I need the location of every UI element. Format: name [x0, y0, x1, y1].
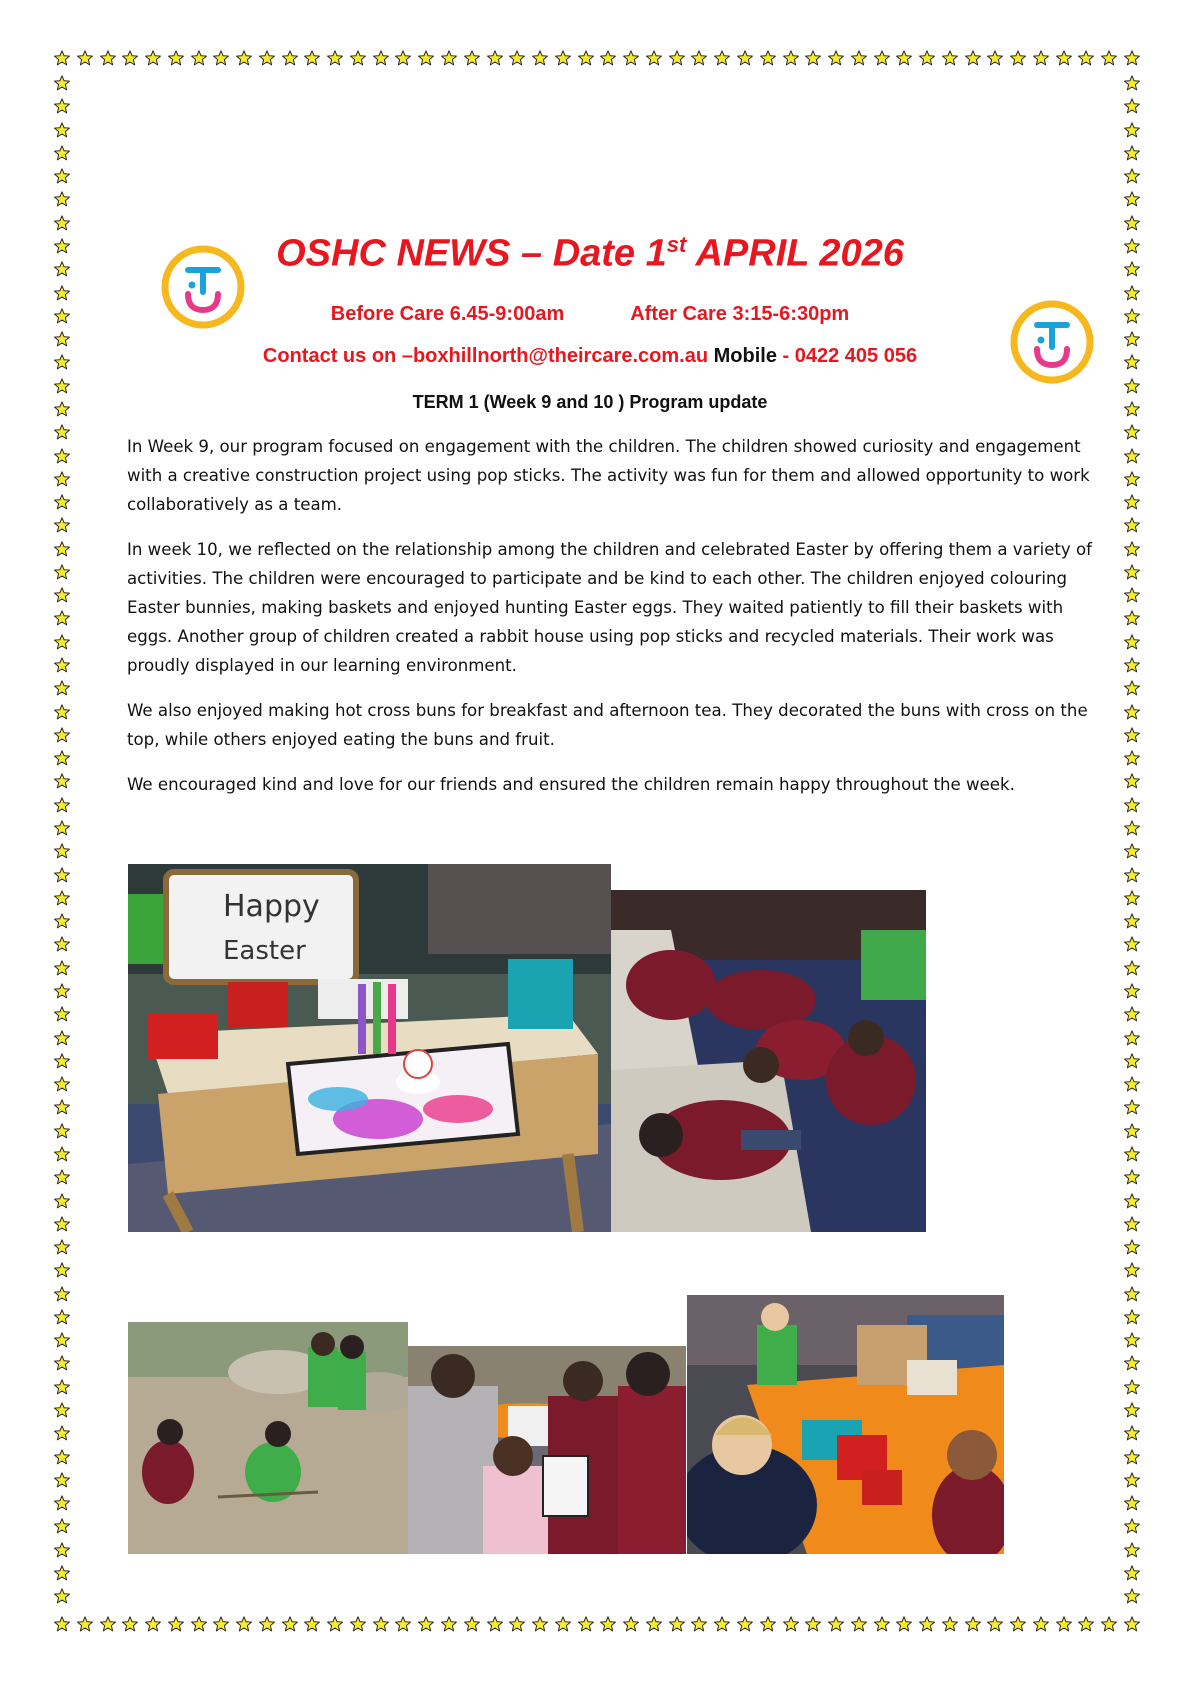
star-icon — [1124, 1099, 1140, 1115]
star-icon — [54, 424, 70, 440]
star-icon — [828, 50, 844, 66]
after-care-hours: After Care 3:15-6:30pm — [630, 303, 850, 325]
star-icon — [532, 1616, 548, 1632]
star-icon — [373, 50, 389, 66]
star-icon — [646, 50, 662, 66]
star-icon — [691, 1616, 707, 1632]
star-icon — [54, 448, 70, 464]
star-icon — [54, 1332, 70, 1348]
star-icon — [1124, 820, 1140, 836]
star-icon — [1124, 122, 1140, 138]
star-icon — [418, 50, 434, 66]
star-icon — [965, 50, 981, 66]
sign-happy: Happy — [223, 889, 320, 924]
star-icon — [304, 1616, 320, 1632]
theircare-logo-right — [1007, 297, 1097, 387]
star-icon — [464, 50, 480, 66]
star-icon — [54, 1146, 70, 1162]
paragraph-kindness: We encouraged kind and love for our friends and ensured the children remain happy throughout the week. — [127, 775, 1015, 794]
star-icon — [168, 1616, 184, 1632]
star-icon — [54, 1588, 70, 1604]
photo-easter-display-table — [128, 864, 611, 1232]
star-icon — [1010, 50, 1026, 66]
star-icon — [669, 1616, 685, 1632]
star-icon — [1078, 1616, 1094, 1632]
star-icon — [122, 1616, 138, 1632]
star-icon — [77, 1616, 93, 1632]
star-icon — [851, 1616, 867, 1632]
star-icon — [54, 1076, 70, 1092]
star-icon — [532, 50, 548, 66]
star-icon — [54, 680, 70, 696]
star-icon — [54, 75, 70, 91]
star-icon — [54, 773, 70, 789]
star-icon — [1124, 494, 1140, 510]
star-icon — [350, 1616, 366, 1632]
star-icon — [54, 1565, 70, 1581]
star-icon — [54, 1542, 70, 1558]
star-icon — [77, 50, 93, 66]
star-icon — [54, 122, 70, 138]
care-hours — [200, 303, 980, 326]
photo-children-sandpit — [128, 1322, 408, 1554]
star-icon — [760, 1616, 776, 1632]
star-icon — [737, 1616, 753, 1632]
star-icon — [54, 913, 70, 929]
star-icon — [1124, 1239, 1140, 1255]
sign-easter: Easter — [223, 936, 306, 966]
star-icon — [54, 494, 70, 510]
star-icon — [896, 50, 912, 66]
star-icon — [1124, 471, 1140, 487]
star-icon — [441, 50, 457, 66]
star-icon — [1056, 1616, 1072, 1632]
star-icon — [54, 238, 70, 254]
star-icon — [1124, 657, 1140, 673]
star-icon — [54, 98, 70, 114]
star-icon — [191, 1616, 207, 1632]
star-icon — [1124, 168, 1140, 184]
star-icon — [54, 1216, 70, 1232]
star-icon — [805, 1616, 821, 1632]
star-icon — [54, 1006, 70, 1022]
star-icon — [395, 1616, 411, 1632]
star-icon — [1124, 1169, 1140, 1185]
star-icon — [1101, 1616, 1117, 1632]
star-icon — [54, 354, 70, 370]
star-icon — [54, 1518, 70, 1534]
star-icon — [54, 168, 70, 184]
contact-prefix: Contact us on – — [262, 345, 413, 367]
star-icon — [54, 1616, 70, 1632]
star-icon — [1124, 145, 1140, 161]
star-icon — [54, 727, 70, 743]
star-icon — [600, 1616, 616, 1632]
star-icon — [623, 50, 639, 66]
star-icon — [1124, 1402, 1140, 1418]
star-icon — [54, 1053, 70, 1069]
star-icon — [1124, 401, 1140, 417]
star-icon — [1124, 75, 1140, 91]
star-icon — [54, 308, 70, 324]
star-icon — [54, 1472, 70, 1488]
star-icon — [54, 1193, 70, 1209]
star-icon — [1124, 1076, 1140, 1092]
star-border-left — [54, 75, 70, 1605]
star-icon — [350, 50, 366, 66]
star-icon — [805, 50, 821, 66]
star-icon — [600, 50, 616, 66]
star-icon — [464, 1616, 480, 1632]
star-icon — [555, 50, 571, 66]
star-icon — [54, 261, 70, 277]
star-icon — [54, 215, 70, 231]
star-icon — [54, 1262, 70, 1278]
star-icon — [1124, 936, 1140, 952]
star-icon — [828, 1616, 844, 1632]
star-icon — [1124, 1379, 1140, 1395]
star-icon — [1124, 680, 1140, 696]
star-icon — [1124, 750, 1140, 766]
title-date: APRIL 2026 — [686, 232, 904, 275]
star-icon — [54, 191, 70, 207]
star-icon — [1033, 1616, 1049, 1632]
photo-children-table-craft — [687, 1295, 1004, 1554]
star-icon — [54, 1449, 70, 1465]
star-icon — [1124, 50, 1140, 66]
star-icon — [1124, 1355, 1140, 1371]
mobile-label: Mobile — [713, 345, 777, 367]
star-icon — [1124, 610, 1140, 626]
star-icon — [1124, 634, 1140, 650]
star-icon — [1124, 890, 1140, 906]
star-icon — [669, 50, 685, 66]
star-icon — [1124, 960, 1140, 976]
star-icon — [623, 1616, 639, 1632]
star-icon — [54, 890, 70, 906]
star-icon — [54, 1169, 70, 1185]
star-icon — [54, 983, 70, 999]
star-icon — [646, 1616, 662, 1632]
star-icon — [737, 50, 753, 66]
star-icon — [236, 50, 252, 66]
star-icon — [1124, 1286, 1140, 1302]
star-icon — [942, 50, 958, 66]
star-icon — [760, 50, 776, 66]
star-icon — [1124, 867, 1140, 883]
star-icon — [1124, 261, 1140, 277]
star-icon — [54, 750, 70, 766]
star-border-right — [1124, 75, 1140, 1605]
star-icon — [1124, 1030, 1140, 1046]
star-icon — [54, 610, 70, 626]
star-icon — [1124, 1616, 1140, 1632]
star-icon — [54, 1030, 70, 1046]
star-icon — [259, 1616, 275, 1632]
star-icon — [1124, 1216, 1140, 1232]
star-icon — [282, 1616, 298, 1632]
photo-children-craft-group — [408, 1346, 686, 1554]
mobile-separator: - — [776, 345, 795, 367]
star-border-bottom — [54, 1616, 1140, 1632]
star-icon — [487, 1616, 503, 1632]
star-icon — [919, 1616, 935, 1632]
star-icon — [1124, 1425, 1140, 1441]
before-care-hours: Before Care 6.45-9:00am — [330, 303, 565, 325]
star-icon — [1124, 1518, 1140, 1534]
star-icon — [1124, 378, 1140, 394]
star-icon — [54, 960, 70, 976]
star-icon — [1124, 1309, 1140, 1325]
star-icon — [54, 541, 70, 557]
star-icon — [100, 1616, 116, 1632]
title-superscript: st — [666, 232, 687, 257]
star-icon — [259, 50, 275, 66]
star-icon — [54, 657, 70, 673]
star-icon — [1124, 1472, 1140, 1488]
star-icon — [1124, 1193, 1140, 1209]
star-icon — [1124, 983, 1140, 999]
star-icon — [509, 1616, 525, 1632]
star-icon — [1078, 50, 1094, 66]
contact-email[interactable]: boxhillnorth@theircare.com.au — [412, 345, 709, 367]
star-icon — [54, 1355, 70, 1371]
star-icon — [54, 936, 70, 952]
star-icon — [1124, 541, 1140, 557]
star-icon — [1033, 50, 1049, 66]
star-icon — [1124, 215, 1140, 231]
star-icon — [1124, 1495, 1140, 1511]
star-icon — [1124, 843, 1140, 859]
star-icon — [1124, 773, 1140, 789]
star-icon — [487, 50, 503, 66]
star-icon — [213, 50, 229, 66]
star-icon — [327, 50, 343, 66]
star-border-top — [54, 50, 1140, 66]
star-icon — [1124, 704, 1140, 720]
star-icon — [54, 1123, 70, 1139]
star-icon — [54, 564, 70, 580]
star-icon — [1124, 1332, 1140, 1348]
star-icon — [1124, 797, 1140, 813]
star-icon — [874, 50, 890, 66]
star-icon — [1124, 1146, 1140, 1162]
star-icon — [942, 1616, 958, 1632]
star-icon — [213, 1616, 229, 1632]
photo-children-on-floor — [611, 890, 926, 1232]
star-icon — [1124, 1542, 1140, 1558]
star-icon — [441, 1616, 457, 1632]
star-icon — [987, 50, 1003, 66]
star-icon — [555, 1616, 571, 1632]
star-icon — [168, 50, 184, 66]
star-icon — [54, 820, 70, 836]
star-icon — [1124, 587, 1140, 603]
star-icon — [54, 704, 70, 720]
star-icon — [1124, 1006, 1140, 1022]
star-icon — [851, 50, 867, 66]
star-icon — [714, 50, 730, 66]
star-icon — [54, 1239, 70, 1255]
star-icon — [1124, 191, 1140, 207]
star-icon — [100, 50, 116, 66]
star-icon — [54, 50, 70, 66]
star-icon — [1124, 424, 1140, 440]
star-icon — [54, 285, 70, 301]
star-icon — [373, 1616, 389, 1632]
star-icon — [54, 145, 70, 161]
paragraph-week10: In week 10, we reflected on the relationship among the children and celebrated Easter by offering them a variety of activities. The children were encouraged to participate and be kind to each other. The children enjoyed colouring Easter bunnies, making baskets and enjoyed hunting Easter eggs. They waited patiently to fill their baskets with eggs. Another group of children created a rabbit house using pop sticks and recycled materials. Their work was proudly displayed in our learning environment. — [127, 540, 1093, 675]
star-icon — [896, 1616, 912, 1632]
star-icon — [1124, 285, 1140, 301]
star-icon — [54, 517, 70, 533]
star-icon — [54, 1309, 70, 1325]
star-icon — [783, 50, 799, 66]
star-icon — [54, 1286, 70, 1302]
star-icon — [1101, 50, 1117, 66]
star-icon — [987, 1616, 1003, 1632]
star-icon — [691, 50, 707, 66]
program-update-text — [127, 432, 1102, 815]
star-icon — [874, 1616, 890, 1632]
star-icon — [1124, 564, 1140, 580]
star-icon — [1124, 727, 1140, 743]
star-icon — [54, 1495, 70, 1511]
star-icon — [1124, 1588, 1140, 1604]
star-icon — [1124, 448, 1140, 464]
star-icon — [236, 1616, 252, 1632]
star-icon — [1124, 308, 1140, 324]
mobile-number: 0422 405 056 — [794, 345, 918, 367]
star-icon — [54, 587, 70, 603]
star-icon — [282, 50, 298, 66]
star-icon — [965, 1616, 981, 1632]
star-icon — [54, 471, 70, 487]
star-icon — [1056, 50, 1072, 66]
star-icon — [1124, 1262, 1140, 1278]
star-icon — [1124, 98, 1140, 114]
star-icon — [1124, 517, 1140, 533]
star-icon — [304, 50, 320, 66]
star-icon — [54, 843, 70, 859]
star-icon — [145, 1616, 161, 1632]
star-icon — [1124, 1565, 1140, 1581]
star-icon — [54, 1425, 70, 1441]
title-text: OSHC NEWS – Date 1 — [276, 232, 667, 275]
paragraph-hot-cross-buns: We also enjoyed making hot cross buns for breakfast and afternoon tea. They decorated the buns with cross on the top, while others enjoyed eating the buns and fruit. — [127, 701, 1088, 749]
star-icon — [395, 50, 411, 66]
star-icon — [1124, 1123, 1140, 1139]
star-icon — [578, 50, 594, 66]
star-icon — [1124, 1053, 1140, 1069]
star-icon — [327, 1616, 343, 1632]
star-icon — [418, 1616, 434, 1632]
star-icon — [54, 1379, 70, 1395]
star-icon — [54, 797, 70, 813]
star-icon — [54, 378, 70, 394]
star-icon — [54, 867, 70, 883]
star-icon — [919, 50, 935, 66]
star-icon — [1124, 1449, 1140, 1465]
star-icon — [1124, 238, 1140, 254]
star-icon — [54, 634, 70, 650]
star-icon — [1124, 913, 1140, 929]
star-icon — [1124, 331, 1140, 347]
star-icon — [145, 50, 161, 66]
paragraph-week9: In Week 9, our program focused on engagement with the children. The children showed curiosity and engagement with a creative construction project using pop sticks. The activity was fun for them and allowed opportunity to work collaboratively as a team. — [127, 437, 1090, 514]
star-icon — [509, 50, 525, 66]
star-icon — [54, 1099, 70, 1115]
star-icon — [122, 50, 138, 66]
newsletter-title — [200, 232, 980, 276]
star-icon — [714, 1616, 730, 1632]
star-icon — [1124, 354, 1140, 370]
star-icon — [578, 1616, 594, 1632]
star-icon — [54, 331, 70, 347]
star-icon — [191, 50, 207, 66]
contact-line — [200, 345, 980, 368]
star-icon — [54, 1402, 70, 1418]
term-heading: TERM 1 (Week 9 and 10 ) Program update — [412, 392, 768, 412]
star-icon — [783, 1616, 799, 1632]
star-icon — [54, 401, 70, 417]
star-icon — [1010, 1616, 1026, 1632]
